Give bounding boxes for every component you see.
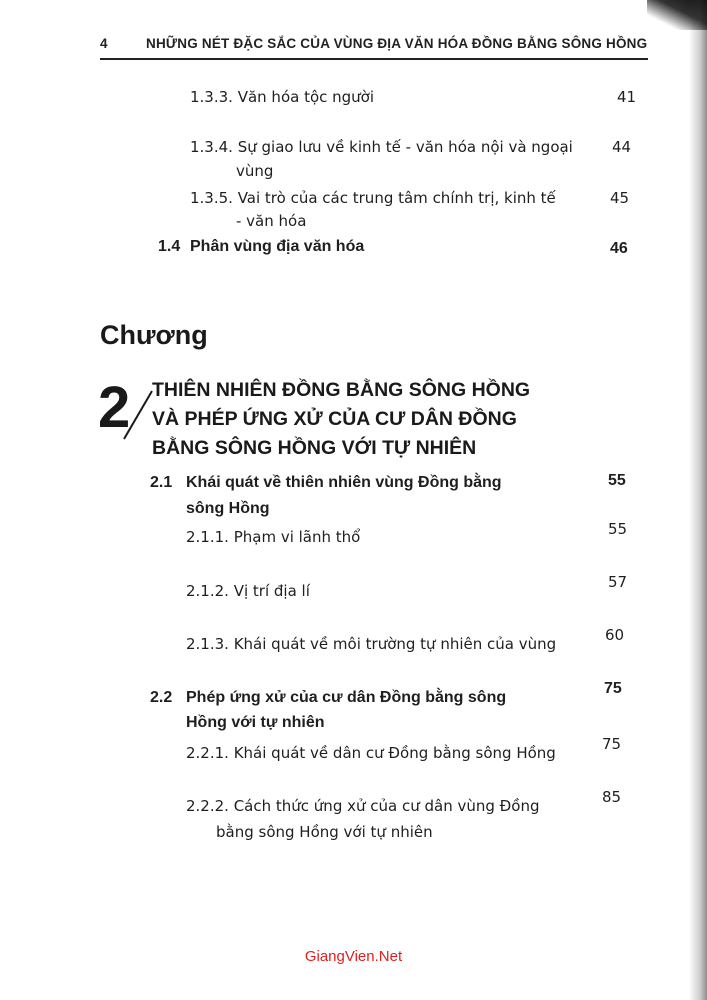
toc-entry-2-1-2: 2.1.2. Vị trí địa lí: [186, 582, 310, 600]
toc-entry-2-2-line1: Phép ứng xử của cư dân Đồng bằng sông: [186, 689, 507, 706]
toc-page-1-4: 46: [610, 240, 628, 257]
page-edge-shadow: [689, 0, 707, 1000]
toc-entry-2-1-line2: sông Hồng: [186, 500, 270, 517]
running-header: [100, 34, 648, 56]
toc-number-1-4: 1.4: [158, 238, 181, 255]
toc-page-2-2-1: 75: [602, 735, 622, 753]
toc-page-1-3-4: 44: [612, 138, 632, 156]
toc-page-2-1-2: 57: [608, 573, 628, 591]
toc-entry-1-3-5-line2: - văn hóa: [236, 212, 307, 230]
toc-entry-2-2-1: 2.2.1. Khái quát về dân cư Đồng bằng sông Hồng: [186, 744, 556, 762]
toc-page-1-3-5: 45: [610, 189, 630, 207]
header-title: NHỮNG NÉT ĐẶC SẮC CỦA VÙNG ĐỊA VĂN HÓA ĐỒNG BẰNG SÔNG HỒNG: [146, 36, 648, 51]
toc-entry-1-3-4-line1: 1.3.4. Sự giao lưu về kinh tế - văn hóa nội và ngoại: [190, 138, 573, 156]
toc-number-2-1: 2.1: [150, 474, 173, 491]
toc-entry-2-1-3: 2.1.3. Khái quát về môi trường tự nhiên của vùng: [186, 635, 557, 653]
toc-entry-2-1-line1: Khái quát về thiên nhiên vùng Đồng bằng: [186, 474, 502, 491]
toc-entry-1-4: Phân vùng địa văn hóa: [190, 238, 365, 255]
toc-entry-2-2-2-line2: bằng sông Hồng với tự nhiên: [216, 823, 433, 841]
chapter-title-line: VÀ PHÉP ỨNG XỬ CỦA CƯ DÂN ĐỒNG: [152, 408, 517, 430]
watermark-text: GiangVien.Net: [304, 948, 403, 965]
chapter-title-line: BẰNG SÔNG HỒNG VỚI TỰ NHIÊN: [152, 437, 477, 459]
toc-page-2-2: 75: [604, 680, 622, 697]
toc-entry-1-3-3: 1.3.3. Văn hóa tộc người: [190, 88, 375, 106]
toc-entry-2-2-line2: Hồng với tự nhiên: [186, 714, 325, 731]
toc-entry-2-2-2-line1: 2.2.2. Cách thức ứng xử của cư dân vùng Đồng: [186, 797, 540, 815]
chapter-title: [152, 376, 612, 463]
toc-entry-2-1-1: 2.1.1. Phạm vi lãnh thổ: [186, 528, 361, 546]
chapter-number: 2: [98, 375, 131, 440]
toc-entry-1-3-5-line1: 1.3.5. Vai trò của các trung tâm chính trị, kinh tế: [190, 189, 556, 207]
toc-page-2-1-3: 60: [605, 626, 625, 644]
toc-page-1-3-3: 41: [617, 88, 637, 106]
toc-entry-1-3-4-line2: vùng: [236, 162, 274, 180]
chapter-word: Chương: [100, 320, 208, 350]
toc-page-2-1: 55: [608, 472, 626, 489]
toc-page-2-2-2: 85: [602, 788, 622, 806]
chapter-title-line: THIÊN NHIÊN ĐỒNG BẰNG SÔNG HỒNG: [152, 379, 531, 401]
toc-number-2-2: 2.2: [150, 689, 173, 706]
toc-page-2-1-1: 55: [608, 520, 628, 538]
header-rule: [100, 58, 648, 60]
header-page-number: 4: [100, 36, 108, 51]
